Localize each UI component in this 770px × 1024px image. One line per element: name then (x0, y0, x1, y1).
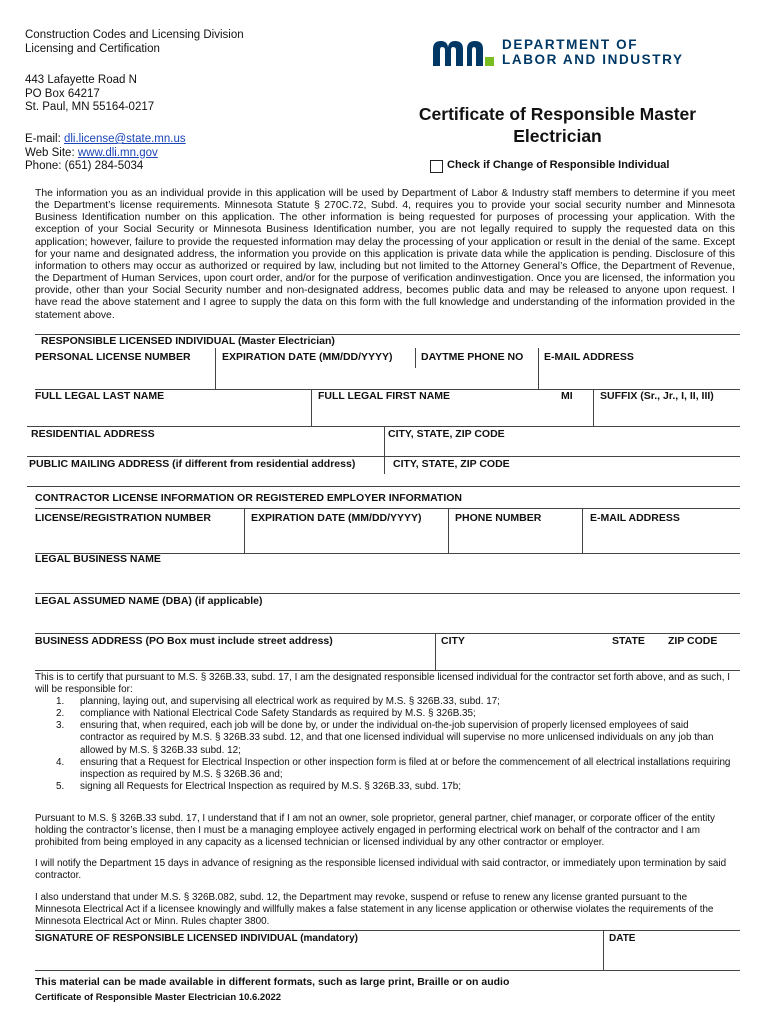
daytime-phone-label: DAYTME PHONE NO (421, 351, 524, 363)
signature-field[interactable] (35, 946, 601, 968)
agency-block (25, 29, 244, 56)
expiration-date-field[interactable] (217, 365, 413, 387)
contractor-email-label: E-MAIL ADDRESS (590, 512, 680, 524)
contractor-expiration-date-label: EXPIRATION DATE (MM/DD/YYYY) (251, 512, 422, 524)
agency-division: Construction Codes and Licensing Division (25, 29, 244, 41)
contractor-phone-label: PHONE NUMBER (455, 512, 542, 524)
mailing-city-state-zip-field[interactable] (386, 472, 740, 484)
residential-city-state-zip-field[interactable] (386, 441, 740, 455)
agency-unit: Licensing and Certification (25, 42, 160, 55)
date-label: DATE (609, 933, 636, 944)
privacy-statement: The information you as an individual provide in this application will be used by Department of Labor & Industry staff members to determine if you meet the Department’s license requirements. Minnesota Statute § 270C.72, Subd. 4, requires you to provide your social security number and Minnesota Business Identification number on this application. The other information is being requested for purposes of processing your application. With the exception of your Social Security or Minnesota Business Identification number, you are not legally required to supply the requested data on this application; however, failure to provide the requested information may delay the processing of your application or result in the denial of the same. Except for your name and designated address, the information you provide on this application is private data while the application is pending. Disclosure of this information to others may occur as authorized or required by law, including but not limited to the Attorney General’s Office, the Department of Revenue, the Department of Human Services, upon court order, and/or for the purpose of verification andinvestigation. Once you are licensed, the information you provide, other than your Social Security number and non-designated address, becomes public data and may be released to anyone upon request. I have read the above statement and I agree to supply the data on this form with the full knowledge and understanding of the information provided in the statement above. (35, 188, 735, 321)
dba-field[interactable] (35, 610, 740, 632)
business-city-label: CITY (441, 635, 465, 647)
personal-license-number-label: PERSONAL LICENSE NUMBER (35, 351, 191, 363)
list-item: 1. planning, laying out, and supervising all electrical work as required by M.S. § 326B.33, subd. 17; (56, 696, 500, 708)
signature-label: SIGNATURE OF RESPONSIBLE LICENSED INDIVIDUAL (mandatory) (35, 933, 358, 944)
business-address-label: BUSINESS ADDRESS (PO Box must include street address) (35, 635, 333, 647)
email-address-label: E-MAIL ADDRESS (544, 351, 634, 363)
cell-divider (435, 633, 436, 670)
responsibilities-list (35, 696, 735, 793)
legal-business-name-field[interactable] (35, 568, 740, 592)
cell-divider (415, 348, 416, 368)
logo-text-line2: LABOR AND INDUSTRY (502, 52, 684, 67)
contractor-email-field[interactable] (584, 527, 740, 551)
row-divider (35, 670, 740, 671)
page-title: Certificate of Responsible Master Electrician (418, 104, 697, 146)
cell-divider (593, 389, 594, 426)
revocation-statement: I also understand that under M.S. § 326B.082, subd. 12, the Department may revoke, suspend or refuse to renew any license granted pursuant to the Minnesota Electrical Act if a licensee knowingly and willfully makes a false statement in any license application or otherwise violates the requirements of the Minnesota Electrical Act or Minn. Rules chapter 3800. (35, 892, 714, 928)
business-zip-field[interactable] (664, 650, 740, 668)
email-link[interactable]: dli.license@state.mn.us (63, 133, 186, 145)
section-title-contractor: CONTRACTOR LICENSE INFORMATION OR REGISTERED EMPLOYER INFORMATION (35, 492, 463, 504)
business-zip-label: ZIP CODE (668, 635, 718, 647)
mailing-city-state-zip-label: CITY, STATE, ZIP CODE (393, 458, 510, 470)
list-item: 5. signing all Requests for Electrical Inspection as required by M.S. § 326B.33, subd. 17b; (56, 780, 461, 792)
business-state-label: STATE (612, 635, 645, 647)
legal-business-name-label: LEGAL BUSINESS NAME (35, 553, 161, 565)
website-link[interactable]: www.dli.mn.gov (77, 146, 158, 159)
resignation-statement: I will notify the Department 15 days in advance of resigning as the responsible licensed individual with said contractor, or immediately upon termination by said contractor. (35, 858, 727, 882)
residential-address-field[interactable] (27, 441, 382, 455)
expiration-date-label: EXPIRATION DATE (MM/DD/YYYY) (222, 351, 393, 363)
cell-divider (244, 508, 245, 553)
cell-divider (582, 508, 583, 553)
row-divider (35, 633, 740, 634)
change-checkbox[interactable] (430, 160, 443, 173)
cell-divider (384, 426, 385, 474)
section-divider (27, 486, 740, 487)
dli-logo (431, 37, 691, 69)
certification-statement (35, 672, 735, 793)
row-divider (27, 456, 740, 457)
row-divider (35, 930, 740, 931)
personal-license-number-field[interactable] (35, 365, 213, 387)
row-divider (35, 508, 740, 509)
form-identifier: Certificate of Responsible Master Electrician 10.6.2022 (35, 992, 282, 1003)
address-street: 443 Lafayette Road N (25, 74, 137, 86)
cell-divider (215, 348, 216, 389)
cell-divider (311, 389, 312, 426)
last-name-field[interactable] (35, 404, 309, 424)
address-po-box: PO Box 64217 (25, 87, 100, 100)
business-state-field[interactable] (608, 650, 664, 668)
alternate-formats-notice: This material can be made available in different formats, such as large print, Braille or on audio (35, 976, 510, 988)
contact-website: Web Site: www.dli.mn.gov (25, 146, 158, 159)
cell-divider (603, 930, 604, 970)
row-divider (35, 970, 740, 971)
mailing-address-block (25, 74, 154, 115)
mi-field[interactable] (555, 404, 591, 424)
contact-email: E-mail: dli.license@state.mn.us (25, 133, 186, 145)
mailing-address-label: PUBLIC MAILING ADDRESS (if different from residential address) (29, 458, 356, 470)
license-registration-number-label: LICENSE/REGISTRATION NUMBER (35, 512, 211, 524)
first-name-field[interactable] (313, 404, 553, 424)
list-item: 2. compliance with National Electrical Code Safety Standards as required by M.S. § 326B.35; (56, 708, 476, 720)
suffix-field[interactable] (595, 404, 740, 424)
employment-statement: Pursuant to M.S. § 326B.33 subd. 17, I understand that if I am not an owner, sole proprietor, general partner, chief manager, or corporate officer of the entity holding the contractor’s license, then I must be a managing employee actively engaged in performing electrical work on behalf of the contractor and I am prohibited from being employed in any capacity as a licensed technician or licensed individual by any other contractor or employer. (35, 813, 715, 849)
suffix-label: SUFFIX (Sr., Jr., I, II, III) (600, 390, 714, 402)
contractor-expiration-date-field[interactable] (246, 527, 446, 551)
mailing-address-field[interactable] (27, 472, 382, 484)
change-checkbox-label: Check if Change of Responsible Individual (447, 159, 670, 171)
contractor-phone-field[interactable] (450, 527, 580, 551)
license-registration-number-field[interactable] (35, 527, 242, 551)
list-item: 4. ensuring that a Request for Electrical Inspection or other inspection form is filed at or before the commencement of all electrical installations requiring inspection as required by M.S. § 326B.36 and; (56, 756, 731, 780)
contact-phone: Phone: (651) 284-5034 (25, 160, 144, 172)
certification-intro: This is to certify that pursuant to M.S. § 326B.33, subd. 17, I am the designated responsible licensed individual for the contractor set forth above, and as such, I will be responsible for: (35, 672, 730, 696)
address-city: St. Paul, MN 55164-0217 (25, 101, 155, 113)
email-address-field[interactable] (540, 365, 740, 387)
mn-logo-icon (431, 39, 495, 67)
first-name-label: FULL LEGAL FIRST NAME (318, 390, 451, 402)
business-address-field[interactable] (35, 650, 433, 668)
contact-block (25, 133, 186, 174)
residential-city-state-zip-label: CITY, STATE, ZIP CODE (388, 428, 505, 440)
date-field[interactable] (605, 946, 740, 968)
residential-address-label: RESIDENTIAL ADDRESS (31, 428, 155, 440)
row-divider (35, 593, 740, 594)
daytime-phone-field[interactable] (417, 365, 536, 387)
business-city-field[interactable] (437, 650, 607, 668)
logo-text-line1: DEPARTMENT OF (502, 37, 639, 52)
cell-divider (538, 348, 539, 389)
section-title-responsible: RESPONSIBLE LICENSED INDIVIDUAL (Master Electrician) (41, 335, 335, 347)
last-name-label: FULL LEGAL LAST NAME (35, 390, 165, 402)
cell-divider (448, 508, 449, 553)
list-item: 3. ensuring that, when required, each job will be done by, or under the individual on-the-job supervision of properly licensed employees of said contractor as required by M.S. § 326B.33 subd. 12, and that one licensed individual will supervise no more unlicensed individuals on any job than allowed by M.S. § 326B.33 subd. 12; (56, 720, 714, 756)
mi-label: MI (561, 390, 573, 402)
dba-label: LEGAL ASSUMED NAME (DBA) (if applicable) (35, 595, 263, 607)
